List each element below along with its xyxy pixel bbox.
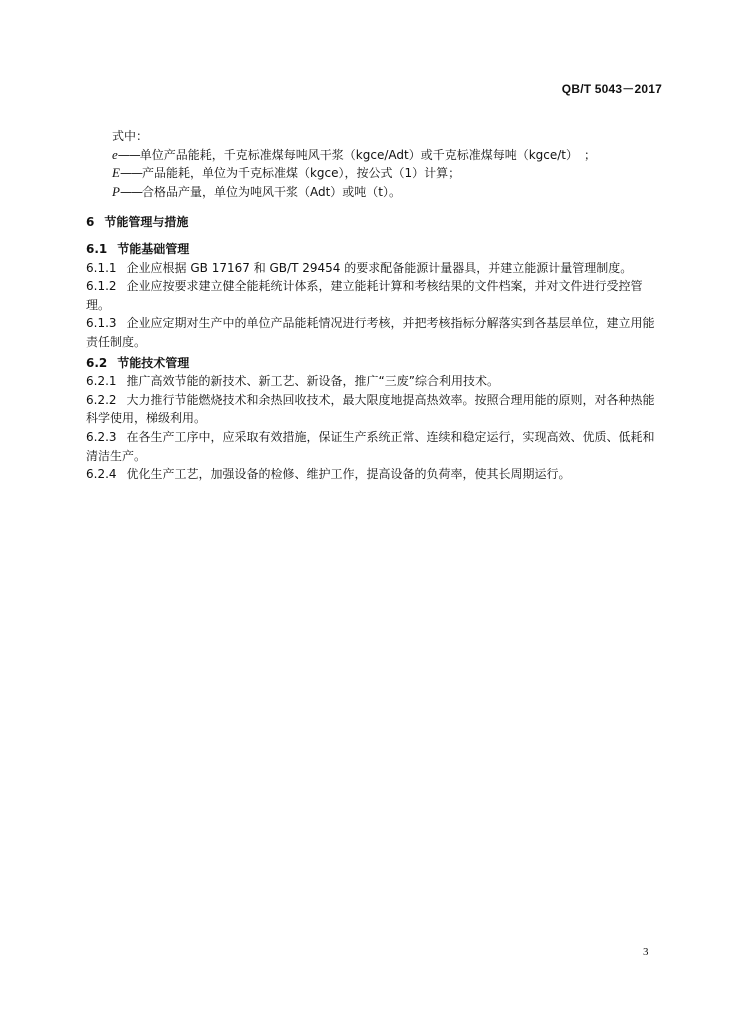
clause-number: 6.1.1 xyxy=(86,260,117,275)
page-body xyxy=(86,127,666,484)
clause-6-2-1 xyxy=(86,372,666,391)
definition-E xyxy=(86,164,666,183)
clause-text: 大力推行节能燃烧技术和余热回收技术，最大限度地提高热效率。按照合理用能的原则，对各种热能科学使用，梯级利用。 xyxy=(86,392,655,426)
clause-text: 企业应根据 GB 17167 和 GB/T 29454 的要求配备能源计量器具，并建立能源计量管理制度。 xyxy=(126,260,633,275)
definition-text: 单位产品能耗，千克标准煤每吨风干浆（kgce/Adt）或千克标准煤每吨（kgce/t） ； xyxy=(139,147,596,162)
clause-text: 企业应按要求建立健全能耗统计体系，建立能耗计算和考核结果的文件档案，并对文件进行受控管理。 xyxy=(86,279,643,312)
clause-6-1-3 xyxy=(86,314,666,351)
clause-number: 6.2.3 xyxy=(86,429,117,444)
clause-6-2-3 xyxy=(86,428,666,465)
definition-text: 产品能耗，单位为千克标准煤（kgce），按公式（1）计算； xyxy=(141,166,461,181)
definition-e xyxy=(86,146,666,165)
definition-dash: —— xyxy=(119,184,142,199)
clause-6-1-1 xyxy=(86,259,666,278)
definition-P xyxy=(86,183,666,202)
section-6-heading xyxy=(86,213,666,232)
symbol-e: e xyxy=(112,146,118,162)
standard-code: QB/T 5043－2017 xyxy=(561,82,662,96)
clause-text: 在各生产工序中，应采取有效措施，保证生产系统正常、连续和稳定运行，实现高效、优质、低耗和清洁生产。 xyxy=(86,429,655,463)
section-title: 节能技术管理 xyxy=(117,355,190,370)
clause-text: 优化生产工艺，加强设备的检修、维护工作，提高设备的负荷率，使其长周期运行。 xyxy=(126,467,571,482)
clause-6-1-2 xyxy=(86,277,666,314)
clause-text: 推广高效节能的新技术、新工艺、新设备，推广“三废”综合利用技术。 xyxy=(126,374,499,389)
section-number: 6.2 xyxy=(86,355,108,370)
clause-number: 6.1.2 xyxy=(86,279,117,294)
section-number: 6.1 xyxy=(86,241,108,256)
clause-number: 6.2.2 xyxy=(86,392,117,407)
clause-number: 6.2.4 xyxy=(86,467,117,482)
section-6-2-heading xyxy=(86,354,666,373)
page-number: 3 xyxy=(643,946,649,958)
symbol-E: E xyxy=(112,165,120,181)
section-6-1-heading xyxy=(86,240,666,259)
definition-dash: —— xyxy=(117,147,140,162)
definition-dash: —— xyxy=(119,166,142,181)
section-title: 节能管理与措施 xyxy=(104,215,189,230)
clause-number: 6.1.3 xyxy=(86,316,117,331)
clause-6-2-2 xyxy=(86,391,666,428)
definition-text: 合格品产量，单位为吨风干浆（Adt）或吨（t）。 xyxy=(141,184,401,199)
clause-text: 企业应定期对生产中的单位产品能耗情况进行考核，并把考核指标分解落实到各基层单位，建立用能责任制度。 xyxy=(86,316,655,349)
clause-number: 6.2.1 xyxy=(86,374,117,389)
symbol-P: P xyxy=(112,183,120,199)
where-intro: 式中： xyxy=(112,129,149,143)
section-number: 6 xyxy=(86,215,95,230)
section-title: 节能基础管理 xyxy=(117,241,190,256)
clause-6-2-4 xyxy=(86,465,666,484)
